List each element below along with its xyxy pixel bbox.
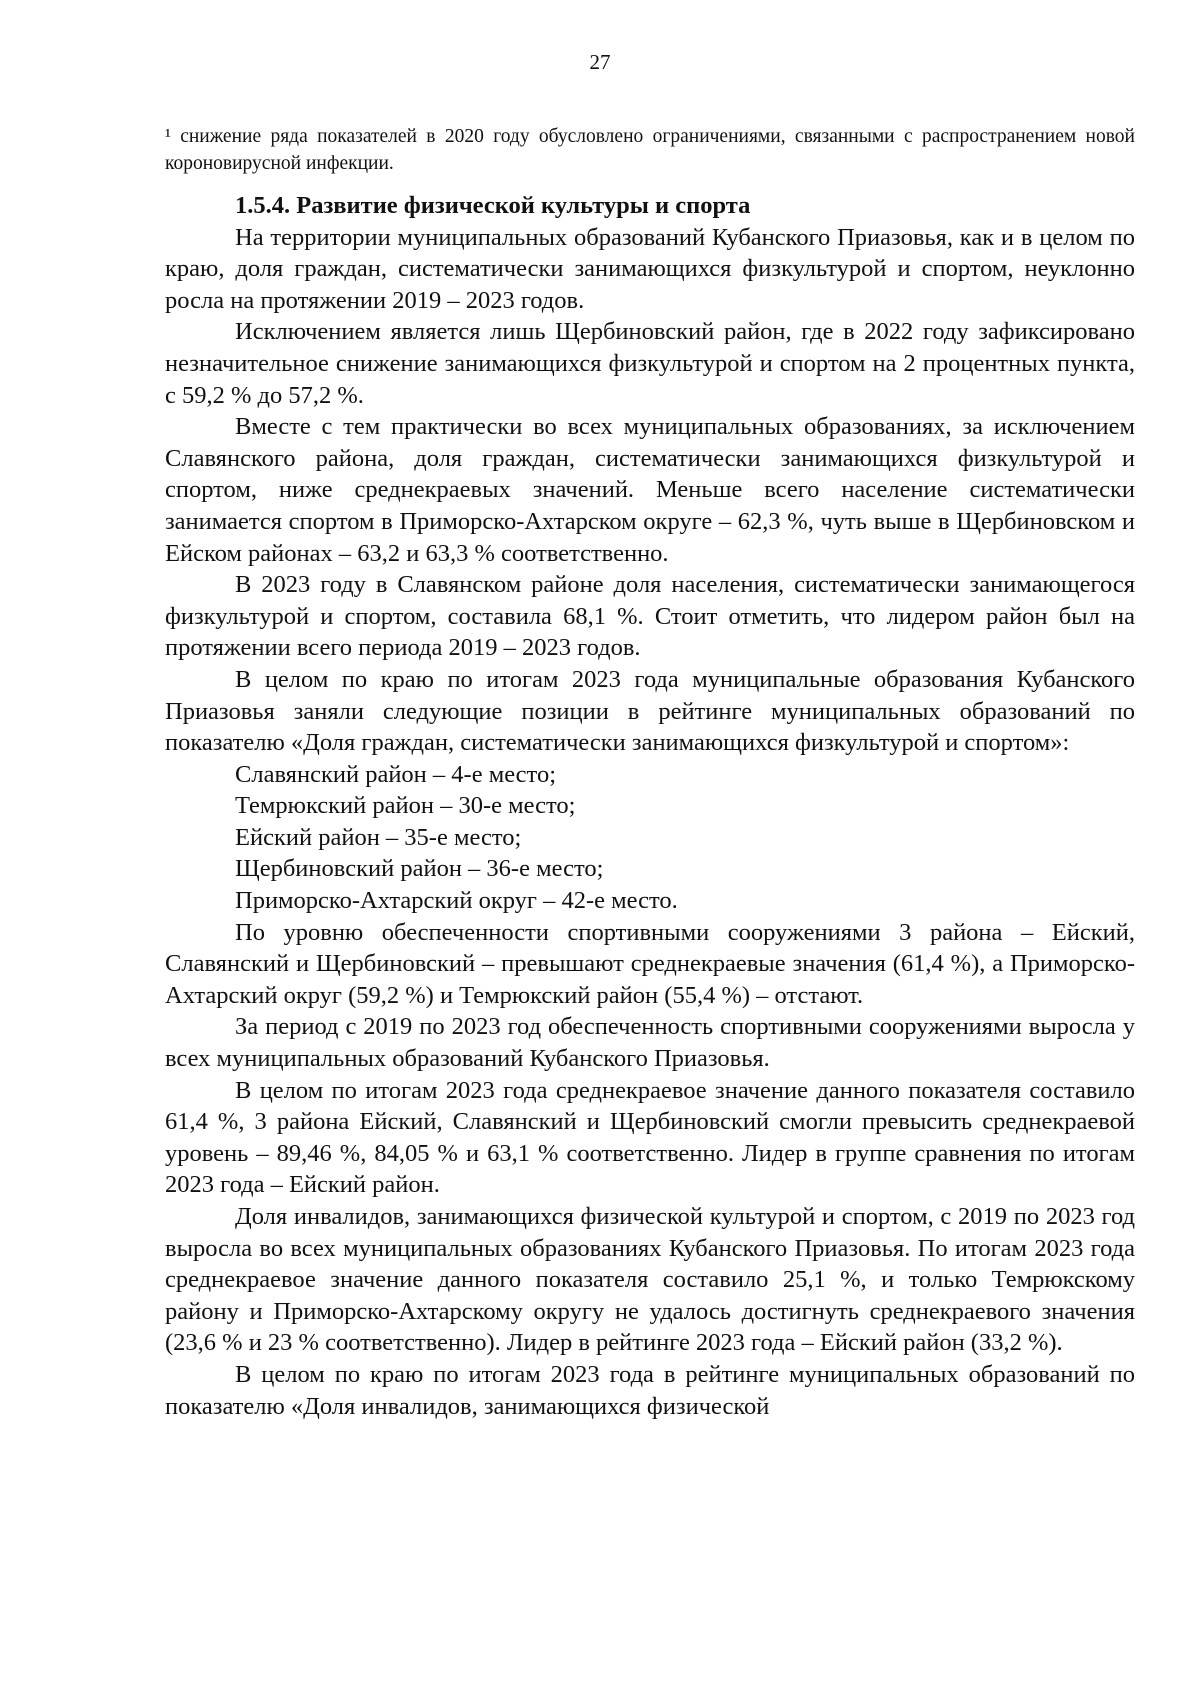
list-item: Щербиновский район – 36-е место; [235,855,604,883]
ranking-list [165,759,1135,917]
paragraph: В целом по краю по итогам 2023 года в рейтинге муниципальных образований по показателю «Доля инвалидов, занимающихся физической [165,1360,1135,1420]
paragraph: В целом по итогам 2023 года среднекраевое значение данного показателя составило 61,4 %, 3 района Ейский, Славянский и Щербиновский смогли превысить среднекраевой уровень – 89,46 %, 84,05 % и 63,1 % соответственно. Лидер в группе сравнения по итогам 2023 года – Ейский район. [165,1076,1135,1199]
paragraph: По уровню обеспеченности спортивными сооружениями 3 района – Ейский, Славянский и Щербиновский – превышают среднекраевые значения (61,4 %), а Приморско-Ахтарский округ (59,2 %) и Темрюкский район (55,4 %) – отстают. [165,918,1135,1009]
paragraph: В целом по краю по итогам 2023 года муниципальные образования Кубанского Приазовья заняли следующие позиции в рейтинге муниципальных образований по показателю «Доля граждан, систематически занимающихся физкультурой и спортом»: [165,665,1135,757]
page-number: 27 [589,50,611,74]
paragraph: Вместе с тем практически во всех муниципальных образованиях, за исключением Славянского района, доля граждан, систематически занимающихся физкультурой и спортом, ниже среднекраевых значений. Меньше всего население систематически занимается спортом в Приморско-Ахтарском округе – 62,3 %, чуть выше в Щербиновском и Ейском районах – 63,2 и 63,3 % соответственно. [165,413,1135,567]
paragraph: На территории муниципальных образований Кубанского Приазовья, как и в целом по краю, доля граждан, систематически занимающихся физкультурой и спортом, неуклонно росла на протяжении 2019 – 2023 годов. [165,223,1135,314]
paragraph: Доля инвалидов, занимающихся физической культурой и спортом, с 2019 по 2023 год выросла во всех муниципальных образованиях Кубанского Приазовья. По итогам 2023 года среднекраевое значение данного показателя составило 25,1 %, и только Темрюкскому району и Приморско-Ахтарскому округу не удалось достигнуть среднекраевого значения (23,6 % и 23 % соответственно). Лидер в рейтинге 2023 года – Ейский район (33,2 %). [165,1203,1135,1357]
section-heading: 1.5.4. Развитие физической культуры и спорта [235,192,751,219]
list-item: Ейский район – 35-е место; [235,823,522,851]
paragraph: В 2023 году в Славянском районе доля населения, систематически занимающегося физкультурой и спортом, составила 68,1 %. Стоит отметить, что лидером район был на протяжении всего периода 2019 – 2023 годов. [165,571,1135,662]
footnote: ¹ снижение ряда показателей в 2020 году обусловлено ограничениями, связанными с распространением новой короновирусной инфекции. [165,125,1135,174]
section-body [165,190,1135,1422]
list-item: Темрюкский район – 30-е место; [235,792,576,820]
list-item: Славянский район – 4-е место; [235,760,557,788]
paragraph: За период с 2019 по 2023 год обеспеченность спортивными сооружениями выросла у всех муниципальных образований Кубанского Приазовья. [165,1013,1135,1073]
paragraph: Исключением является лишь Щербиновский район, где в 2022 году зафиксировано незначительное снижение занимающихся физкультурой и спортом на 2 процентных пункта, с 59,2 % до 57,2 %. [165,318,1135,409]
list-item: Приморско-Ахтарский округ – 42-е место. [235,887,678,915]
